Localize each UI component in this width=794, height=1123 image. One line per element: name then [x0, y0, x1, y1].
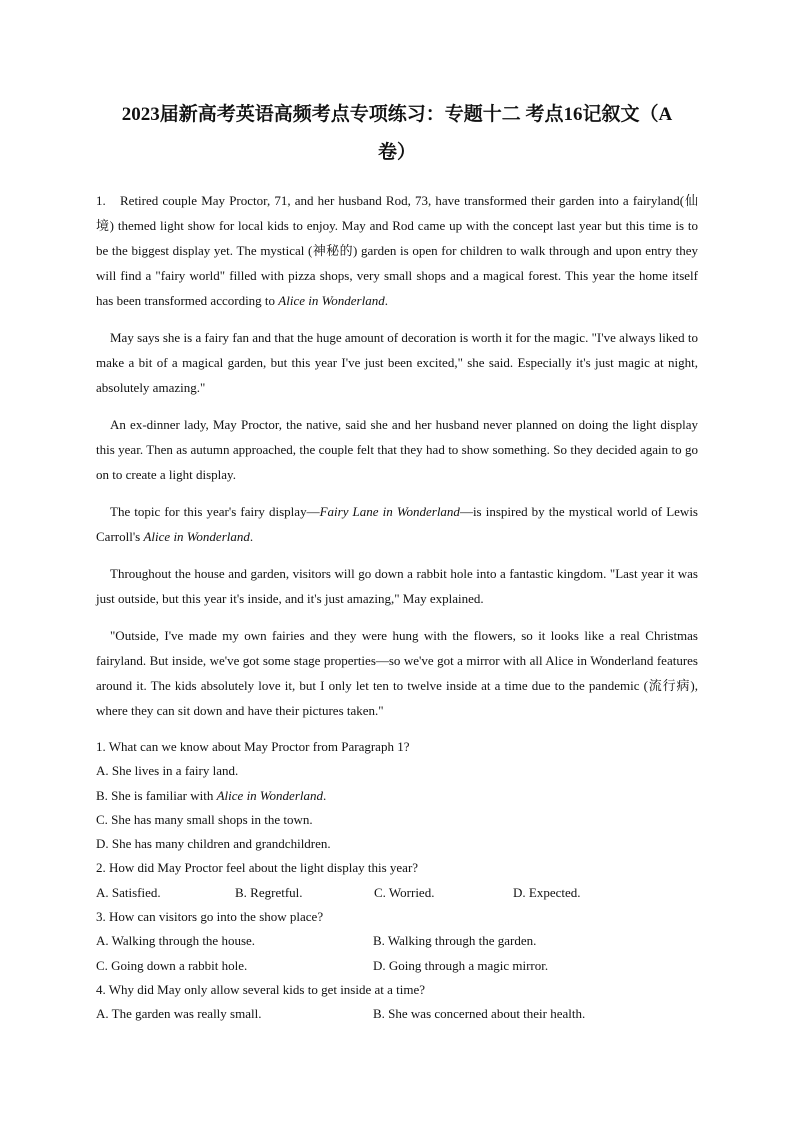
question-2 [96, 856, 698, 905]
passage-p4-end: . [249, 529, 254, 544]
option-a: A. She lives in a fairy land. [96, 763, 239, 779]
option-b: B. She was concerned about their health. [373, 1006, 586, 1022]
question-4 [96, 978, 698, 1027]
option-b [96, 784, 698, 808]
question-stem: 3. How can visitors go into the show place? [96, 909, 324, 925]
passage-number: 1. [96, 193, 106, 208]
title-line-1: 2023届新高考英语高频考点专项练习：专题十二 考点16记叙文（A [121, 104, 673, 125]
question-3 [96, 905, 698, 978]
passage-p4-text-b: —is inspired by the mystical world of Lewis Carroll's [96, 504, 698, 544]
passage-paragraph-2: May says she is a fairy fan and that the huge amount of decoration is worth it for the magic. "I've always liked to make a bit of a magical garden, but this year I've just been excited," she said. Especially it's just magic at night, absolutely amazing." [96, 330, 698, 395]
question-stem: 2. How did May Proctor feel about the light display this year? [96, 860, 419, 876]
options-row [96, 1002, 698, 1026]
option-b-end: . [323, 787, 327, 803]
option-c: C. Going down a rabbit hole. [96, 957, 248, 973]
passage-paragraph-6: "Outside, I've made my own fairies and they were hung with the flowers, so it looks like a real Christmas fairyland. But inside, we've got some stage properties—so we've got a mirror with all Alice in Wonderland features around it. The kids absolutely love it, but I only let ten to twelve inside at a time due to the pandemic (流行病), where they can sit down and have their pictures taken." [96, 628, 698, 718]
book-title: Alice in Wonderland [278, 293, 385, 308]
question-stem: 1. What can we know about May Proctor from Paragraph 1? [96, 739, 410, 754]
book-title: Alice in Wonderland [216, 787, 324, 803]
page-title [96, 0, 698, 172]
passage-p1-text: Retired couple May Proctor, 71, and her husband Rod, 73, have transformed their garden into a fairyland(仙境) themed light show for local kids to enjoy. May and Rod came up with the concept last year but this time is to be the biggest display yet. The mystical (神秘的) garden is open for children to walk through and upon entry they will find a "fairy world" filled with pizza shops, very small shops and a magical forest. This year the home itself has been transformed according to [96, 193, 698, 308]
passage-paragraph-4 [96, 499, 698, 549]
option-b-text: B. She is familiar with [96, 787, 217, 803]
option-d: D. Going through a magic mirror. [373, 957, 549, 973]
options-row [96, 954, 698, 978]
book-title: Alice in Wonderland [143, 529, 250, 544]
option-b: B. Walking through the garden. [373, 933, 537, 949]
passage-paragraph-3: An ex-dinner lady, May Proctor, the native, said she and her husband never planned on doing the light display this year. Then as autumn approached, the couple felt that they had to show something. So they decided again to go on to create a light display. [96, 417, 698, 482]
option-a: A. The garden was really small. [96, 1006, 262, 1022]
options-row [96, 881, 698, 905]
display-title: Fairy Lane in Wonderland [319, 504, 460, 519]
passage-paragraph-5: Throughout the house and garden, visitors will go down a rabbit hole into a fantastic kingdom. "Last year it was just outside, but this year it's inside, and it's just amazing," May explained. [96, 566, 698, 606]
option-c: C. Worried. [374, 884, 435, 900]
reading-passage [96, 188, 698, 723]
question-list [96, 735, 698, 1027]
option-a: A. Walking through the house. [96, 933, 256, 949]
option-a: A. Satisfied. [96, 884, 161, 900]
option-b: B. Regretful. [235, 884, 303, 900]
passage-p4-text-a: The topic for this year's fairy display— [110, 504, 320, 519]
option-d: D. Expected. [513, 884, 581, 900]
passage-paragraph-1 [96, 188, 698, 313]
option-c: C. She has many small shops in the town. [96, 811, 313, 827]
passage-p1-end: . [384, 293, 388, 308]
question-1 [96, 735, 698, 856]
question-stem: 4. Why did May only allow several kids to get inside at a time? [96, 981, 426, 997]
title-line-2: 卷） [377, 142, 416, 163]
option-d: D. She has many children and grandchildren. [96, 836, 331, 852]
options-row [96, 929, 698, 953]
